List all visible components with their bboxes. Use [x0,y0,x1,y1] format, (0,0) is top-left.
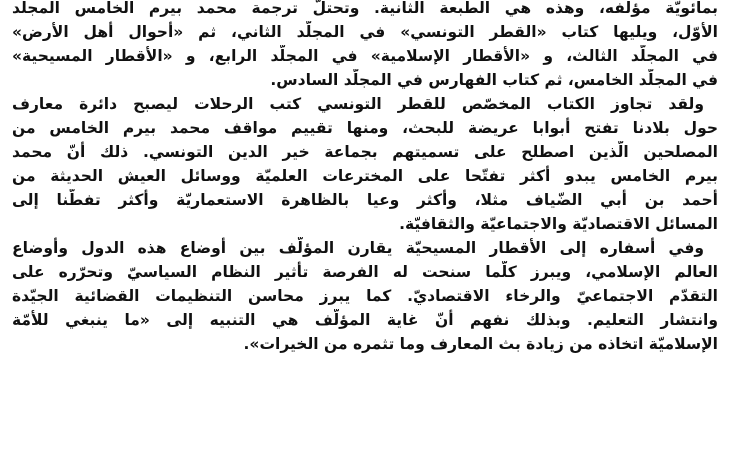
paragraph-2-line-4: بيرم الخامس يبدو أكثر تفتّحا على المخترعات العلميّة ووسائل العيش الحديثة من [12,167,718,185]
paragraph-2-line-3: المصلحين الّذين اصطلح على تسميتهم بجماعة خير الدين التونسي. ذلك أنّ محمد [12,143,718,161]
paragraph-3-line-4: وانتشار التعليم. وبذلك نفهم أنّ غاية المؤلّف هي التنبيه إلى «ما ينبغي للأمّة [12,311,718,329]
paragraph-2-line-6: المسائل الاقتصاديّة والاجتماعيّة والثقافيّة. [399,215,718,233]
paragraph-3-line-5: الإسلاميّة اتخاذه من زيادة بث المعارف وما تثمره من الخيرات». [243,335,718,353]
paragraph-1-line-4: في المجلّد الخامس، ثم كتاب الفهارس في المجلّد السادس. [270,71,718,89]
paragraph-1-line-3: في المجلّد الثالث، و «الأقطار الإسلامية» في المجلّد الرابع، و «الأقطار المسيحية» [12,47,718,65]
paragraph-1-line-2: الأوّل، ويليها كتاب «القطر التونسي» في المجلّد الثاني، ثم «أحوال أهل الأرض» [12,23,718,41]
paragraph-2-line-5: أحمد بن أبي الضّياف مثلا، وأكثر وعيا بالظاهرة الاستعماريّة وأكثر تفطّنا إلى [12,191,718,209]
paragraph-3-line-1: وفي أسفاره إلى الأقطار المسيحيّة يقارن المؤلّف بين أوضاع هذه الدول وأوضاع [12,239,704,257]
paragraph-1-line-1: بمائويّة مؤلّفه، وهذه هي الطبعة الثانية. وتحتلّ ترجمة محمد بيرم الخامس المجلّد [12,0,718,17]
paragraph-3-line-3: التقدّم الاجتماعيّ والرخاء الاقتصاديّ. كما يبرز محاسن التنظيمات القضائية الجيّدة [12,287,718,305]
paragraph-3-line-2: العالم الإسلامي، ويبرز كلّما سنحت له الفرصة تأثير النظام السياسيّ وتحرّره على [12,263,718,281]
paragraph-2-line-2: حول بلادنا تفتح أبوابا عريضة للبحث، ومنها تقييم مواقف محمد بيرم الخامس من [12,119,718,137]
paragraph-2-line-1: ولقد تجاوز الكتاب المخصّص للقطر التونسي كتب الرحلات ليصبح دائرة معارف [12,95,704,113]
